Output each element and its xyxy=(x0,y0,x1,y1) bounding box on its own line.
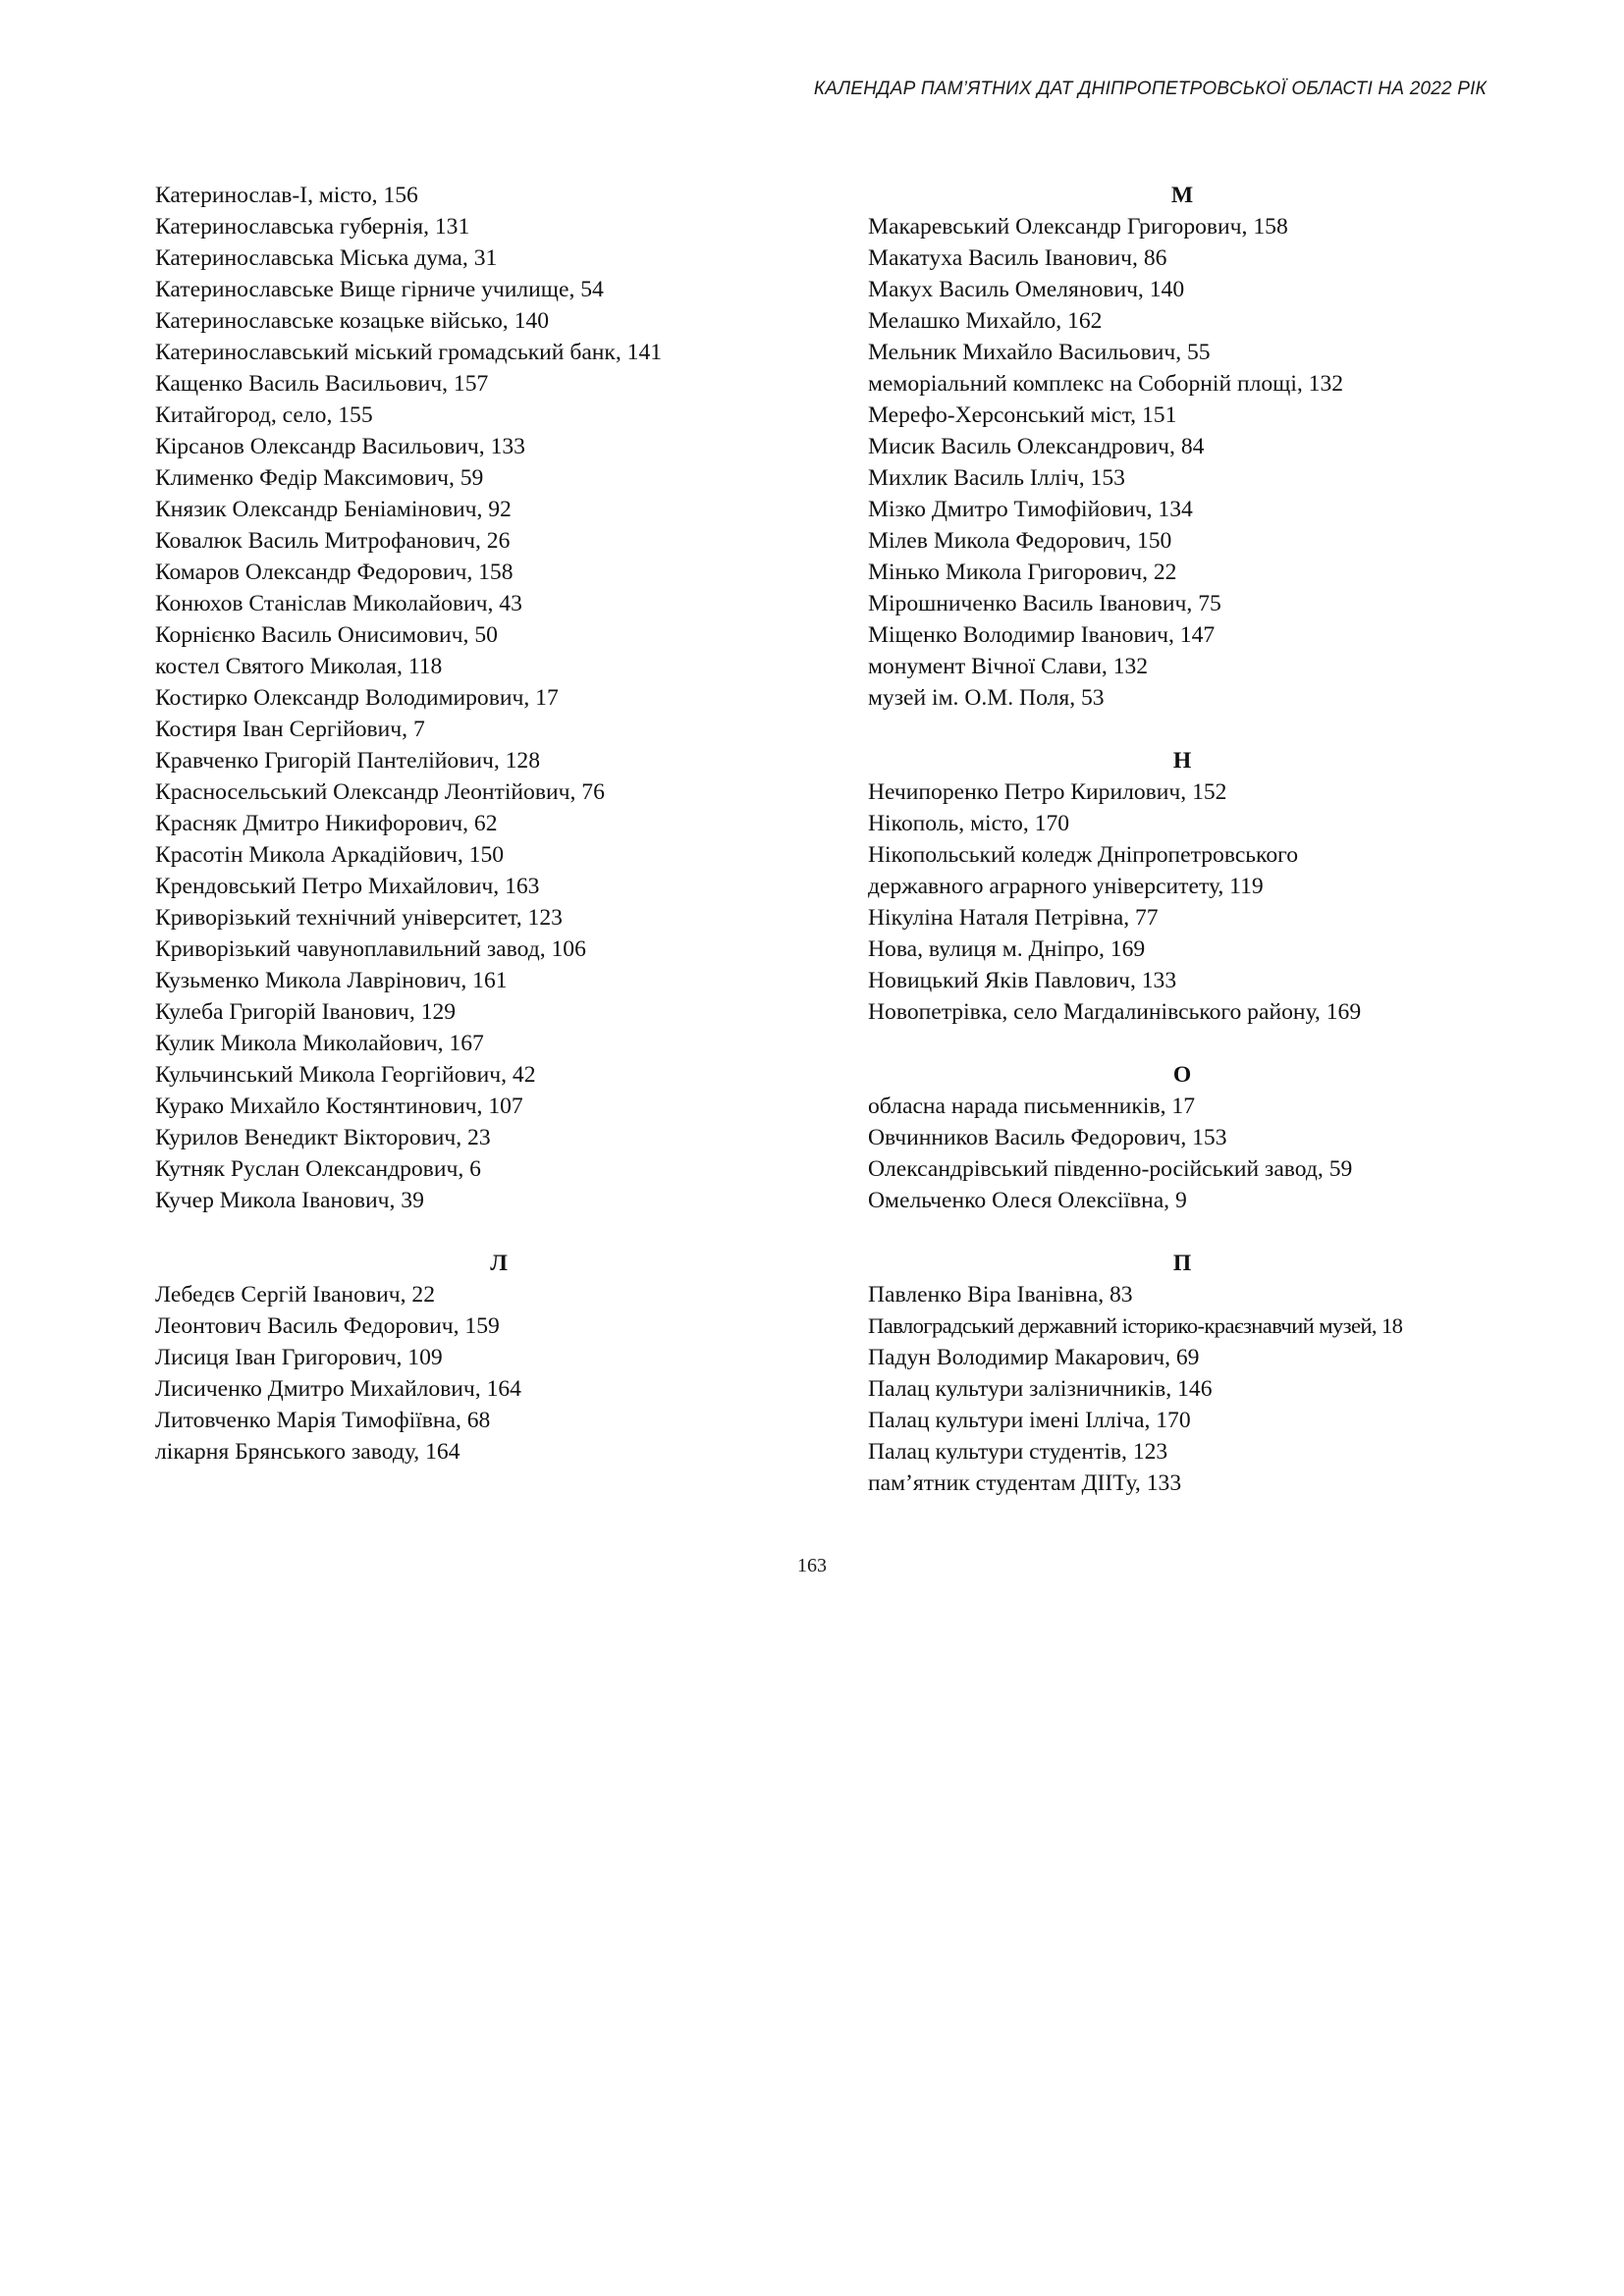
index-entry: Курако Михайло Костянтинович, 107 xyxy=(155,1094,523,1119)
index-entry: Макух Василь Омелянович, 140 xyxy=(868,277,1185,302)
index-entry: Нечипоренко Петро Кирилович, 152 xyxy=(868,779,1227,805)
index-entry: Нікопольський коледж Дніпропетровського xyxy=(868,842,1299,868)
index-entry: Ковалюк Василь Митрофанович, 26 xyxy=(155,528,511,554)
index-entry: Лебедєв Сергій Іванович, 22 xyxy=(155,1282,435,1308)
index-entry: Красотін Микола Аркадійович, 150 xyxy=(155,842,505,868)
index-entry: Лисиця Іван Григорович, 109 xyxy=(155,1345,443,1370)
index-entry: Мірошниченко Василь Іванович, 75 xyxy=(868,591,1221,616)
section-letter-heading: О xyxy=(1172,1062,1192,1088)
index-entry: Кутняк Руслан Олександрович, 6 xyxy=(155,1156,481,1182)
index-entry: Катеринославське Вище гірниче училище, 54 xyxy=(155,277,604,302)
index-entry: Падун Володимир Макарович, 69 xyxy=(868,1345,1200,1370)
index-section-k xyxy=(155,180,842,1216)
index-entry: Кірсанов Олександр Васильович, 133 xyxy=(155,434,525,459)
section-letter-heading: П xyxy=(1172,1251,1192,1276)
index-entry: державного аграрного університету, 119 xyxy=(868,874,1264,899)
index-entry: Мінько Микола Григорович, 22 xyxy=(868,560,1177,585)
section-gap xyxy=(868,1216,1496,1248)
index-entry: пам’ятник студентам ДІІТу, 133 xyxy=(868,1470,1182,1496)
index-entry: Кащенко Василь Васильович, 157 xyxy=(155,371,489,397)
index-entry: Костиря Іван Сергійович, 7 xyxy=(155,717,425,742)
index-entry: Клименко Федір Максимович, 59 xyxy=(155,465,484,491)
section-gap xyxy=(868,1028,1496,1059)
index-entry: Мілев Микола Федорович, 150 xyxy=(868,528,1172,554)
index-entry: Катеринославська Міська дума, 31 xyxy=(155,245,498,271)
index-entry: Мізко Дмитро Тимофійович, 134 xyxy=(868,497,1193,522)
index-entry: Михлик Василь Ілліч, 153 xyxy=(868,465,1125,491)
index-entry: Кульчинський Микола Георгійович, 42 xyxy=(155,1062,536,1088)
index-entry: Макаревський Олександр Григорович, 158 xyxy=(868,214,1288,240)
index-entry: Катеринославське козацьке військо, 140 xyxy=(155,308,549,334)
index-entry: Комаров Олександр Федорович, 158 xyxy=(155,560,514,585)
section-gap xyxy=(868,714,1496,745)
index-entry: Нікополь, місто, 170 xyxy=(868,811,1070,836)
index-entry: Конюхов Станіслав Миколайович, 43 xyxy=(155,591,522,616)
index-entry: Кучер Микола Іванович, 39 xyxy=(155,1188,424,1213)
index-section-o xyxy=(868,1059,1496,1216)
index-entry: Міщенко Володимир Іванович, 147 xyxy=(868,622,1216,648)
section-letter-heading: Л xyxy=(490,1251,508,1276)
section-gap xyxy=(155,1216,842,1248)
section-letter-heading: М xyxy=(1170,183,1194,208)
index-entry: Кулик Микола Миколайович, 167 xyxy=(155,1031,484,1056)
index-entry: Криворізький чавуноплавильний завод, 106 xyxy=(155,936,586,962)
index-entry: Макатуха Василь Іванович, 86 xyxy=(868,245,1167,271)
index-entry: Лисиченко Дмитро Михайлович, 164 xyxy=(155,1376,521,1402)
index-entry: Мисик Василь Олександрович, 84 xyxy=(868,434,1205,459)
index-entry: Князик Олександр Беніамінович, 92 xyxy=(155,497,512,522)
index-entry: Китайгород, село, 155 xyxy=(155,402,373,428)
index-entry: лікарня Брянського заводу, 164 xyxy=(155,1439,460,1465)
index-entry: меморіальний комплекс на Соборній площі, 132 xyxy=(868,371,1344,397)
index-entry: Катеринославська губернія, 131 xyxy=(155,214,470,240)
index-column-left xyxy=(155,180,842,1468)
index-entry: Павлоградський державний історико-краєзнавчий музей, 18 xyxy=(868,1313,1403,1338)
index-entry: Катеринославський міський громадський банк, 141 xyxy=(155,340,663,365)
index-entry: Мерефо-Херсонський міст, 151 xyxy=(868,402,1177,428)
index-entry: Крендовський Петро Михайлович, 163 xyxy=(155,874,540,899)
index-entry: Овчинников Василь Федорович, 153 xyxy=(868,1125,1227,1150)
index-entry: Красносельський Олександр Леонтійович, 76 xyxy=(155,779,605,805)
index-entry: Палац культури студентів, 123 xyxy=(868,1439,1168,1465)
index-section-n xyxy=(868,745,1496,1028)
index-entry: Олександрівський південно-російський завод, 59 xyxy=(868,1156,1353,1182)
index-entry: музей ім. О.М. Поля, 53 xyxy=(868,685,1105,711)
index-entry: Корнієнко Василь Онисимович, 50 xyxy=(155,622,498,648)
index-entry: Палац культури імені Ілліча, 170 xyxy=(868,1408,1191,1433)
index-entry: Кулеба Григорій Іванович, 129 xyxy=(155,999,457,1025)
running-header: КАЛЕНДАР ПАМ’ЯТНИХ ДАТ ДНІПРОПЕТРОВСЬКОЇ ОБЛАСТІ НА 2022 РІК xyxy=(813,79,1487,99)
index-entry: Курилов Венедикт Вікторович, 23 xyxy=(155,1125,491,1150)
index-section-m xyxy=(868,180,1496,714)
index-entry: Новопетрівка, село Магдалинівського району, 169 xyxy=(868,999,1362,1025)
index-entry: монумент Вічної Слави, 132 xyxy=(868,654,1149,679)
index-entry: Красняк Дмитро Никифорович, 62 xyxy=(155,811,498,836)
index-entry: Катеринослав-І, місто, 156 xyxy=(155,183,418,208)
index-entry: Кравченко Григорій Пантелійович, 128 xyxy=(155,748,541,774)
index-entry: Палац культури залізничників, 146 xyxy=(868,1376,1213,1402)
index-entry: Мельник Михайло Васильович, 55 xyxy=(868,340,1211,365)
index-entry: костел Святого Миколая, 118 xyxy=(155,654,443,679)
index-column-right xyxy=(868,180,1496,1499)
section-letter-heading: Н xyxy=(1172,748,1192,774)
index-entry: Нікуліна Наталя Петрівна, 77 xyxy=(868,905,1159,931)
index-section-l xyxy=(155,1248,842,1468)
index-entry: Литовченко Марія Тимофіївна, 68 xyxy=(155,1408,491,1433)
index-entry: Криворізький технічний університет, 123 xyxy=(155,905,563,931)
index-entry: Мелашко Михайло, 162 xyxy=(868,308,1103,334)
index-entry: Леонтович Василь Федорович, 159 xyxy=(155,1313,500,1339)
index-entry: обласна нарада письменників, 17 xyxy=(868,1094,1195,1119)
index-entry: Омельченко Олеся Олексіївна, 9 xyxy=(868,1188,1187,1213)
index-section-p xyxy=(868,1248,1496,1499)
index-entry: Павленко Віра Іванівна, 83 xyxy=(868,1282,1133,1308)
index-entry: Костирко Олександр Володимирович, 17 xyxy=(155,685,559,711)
index-entry: Нова, вулиця м. Дніпро, 169 xyxy=(868,936,1146,962)
index-entry: Новицький Яків Павлович, 133 xyxy=(868,968,1177,993)
page-number: 163 xyxy=(797,1555,827,1576)
index-entry: Кузьменко Микола Лаврінович, 161 xyxy=(155,968,508,993)
